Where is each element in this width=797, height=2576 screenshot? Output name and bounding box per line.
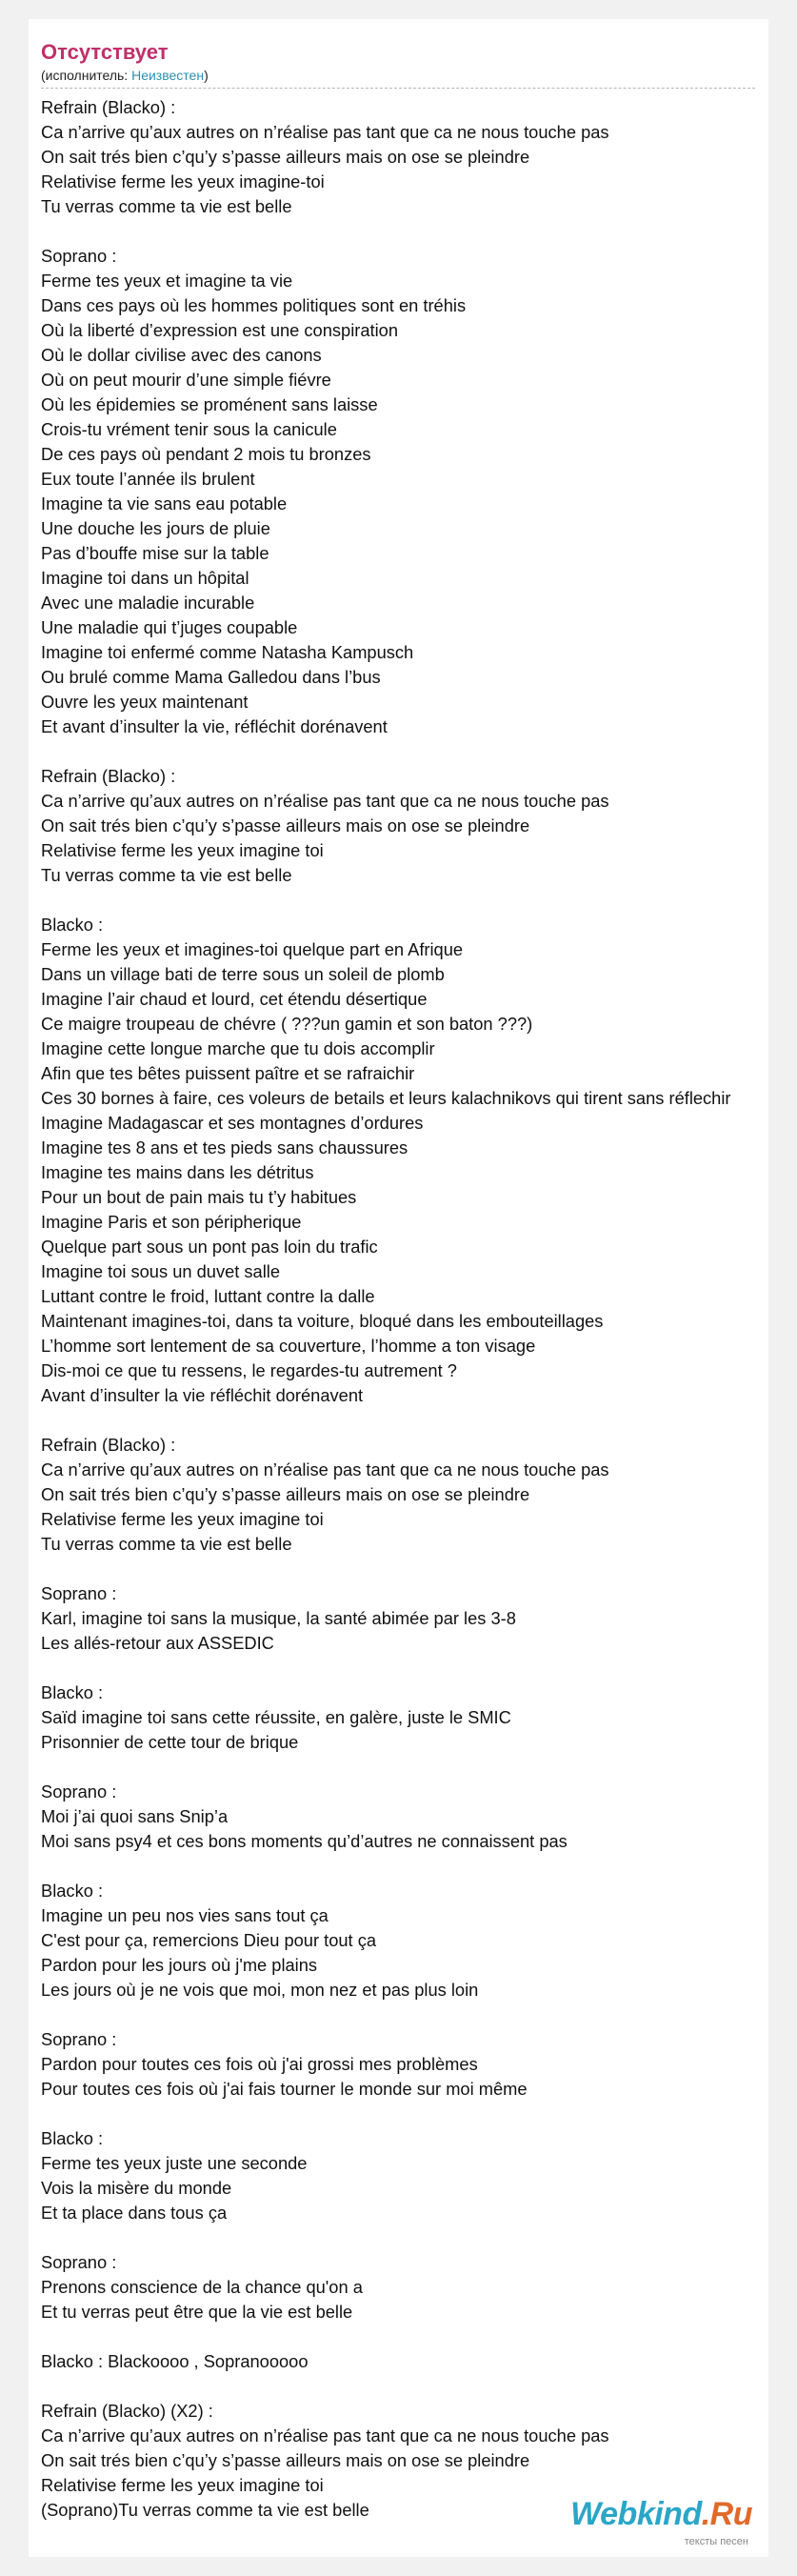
lyric-line: Imagine l’air chaud et lourd, cet étendu désertique: [41, 989, 428, 1009]
lyric-line: Ca n’arrive qu’aux autres on n’réalise pas tant que ca ne nous touche pas: [41, 122, 609, 142]
lyric-line: Tu verras comme ta vie est belle: [41, 196, 292, 216]
lyric-line: Et avant d’insulter la vie, réfléchit dorénavent: [41, 716, 388, 736]
lyric-line: Refrain (Blacko) :: [41, 97, 176, 117]
artist-link[interactable]: Неизвестен: [131, 68, 205, 83]
lyric-line: Imagine tes 8 ans et tes pieds sans chaussures: [41, 1137, 408, 1157]
logo-tagline: тексты песен: [684, 2536, 748, 2547]
lyrics-stanza: [41, 1433, 768, 1557]
artist-suffix: ): [204, 68, 209, 83]
lyric-line: Dans ces pays où les hommes politiques sont en tréhis: [41, 295, 467, 315]
lyric-line: Moi sans psy4 et ces bons moments qu’d’autres ne connaissent pas: [41, 1831, 568, 1851]
logo-wordmark: [570, 2496, 752, 2533]
lyric-line: Eux toute l’année ils brulent: [41, 469, 255, 489]
lyric-line: Imagine ta vie sans eau potable: [41, 493, 288, 513]
lyric-line: Et tu verras peut être que la vie est belle: [41, 2302, 353, 2322]
lyrics-stanza: [41, 913, 768, 1408]
lyrics-stanza: [41, 2126, 768, 2225]
lyric-line: Où les épidemies se proménent sans laisse: [41, 394, 378, 414]
lyric-line: Pardon pour toutes ces fois où j'ai grossi mes problèmes: [41, 2054, 478, 2074]
lyric-line: Karl, imagine toi sans la musique, la santé abimée par les 3-8: [41, 1608, 516, 1628]
webkind-logo[interactable]: [562, 2496, 752, 2553]
lyric-line: Blacko :: [41, 1881, 104, 1901]
lyric-line: Pour un bout de pain mais tu t’y habitues: [41, 1187, 357, 1207]
lyric-line: Pas d’bouffe mise sur la table: [41, 543, 269, 563]
lyrics-stanza: [41, 2349, 768, 2374]
lyric-line: Pour toutes ces fois où j'ai fais tourner le monde sur moi même: [41, 2079, 528, 2099]
lyric-line: Quelque part sous un pont pas loin du trafic: [41, 1237, 378, 1257]
lyric-line: Prisonnier de cette tour de brique: [41, 1732, 299, 1752]
lyric-line: Imagine Paris et son péripherique: [41, 1212, 302, 1232]
lyric-line: Refrain (Blacko) :: [41, 766, 176, 786]
lyric-line: Blacko : Blackoooo , Sopranooooo: [41, 2351, 309, 2371]
lyric-line: Blacko :: [41, 1682, 104, 1702]
lyrics-page: [29, 19, 768, 2557]
lyric-line: Les jours où je ne vois que moi, mon nez et pas plus loin: [41, 1980, 479, 2000]
lyric-line: Relativise ferme les yeux imagine toi: [41, 840, 324, 860]
song-header: [41, 40, 755, 84]
lyrics-stanza: [41, 764, 768, 888]
lyric-line: De ces pays où pendant 2 mois tu bronzes: [41, 444, 371, 464]
lyric-line: Tu verras comme ta vie est belle: [41, 1534, 292, 1554]
lyric-line: C'est pour ça, remercions Dieu pour tout ça: [41, 1930, 377, 1950]
lyric-line: Afin que tes bêtes puissent paître et se rafraichir: [41, 1063, 415, 1083]
lyrics-stanza: [41, 95, 768, 219]
lyric-line: Et ta place dans tous ça: [41, 2203, 228, 2223]
lyric-line: Ou brulé comme Mama Galledou dans l’bus: [41, 667, 381, 687]
lyrics-stanza: [41, 1680, 768, 1755]
lyric-line: Soprano :: [41, 2252, 117, 2272]
lyric-line: Pardon pour les jours où j'me plains: [41, 1955, 318, 1975]
lyric-line: On sait trés bien c’qu’y s’passe ailleurs mais on ose se pleindre: [41, 147, 530, 167]
logo-tld: .Ru: [701, 2496, 752, 2532]
lyric-line: Soprano :: [41, 246, 117, 266]
lyric-line: Crois-tu vrément tenir sous la canicule: [41, 419, 337, 439]
lyric-line: Relativise ferme les yeux imagine toi: [41, 1509, 324, 1529]
song-title: Отсутствует: [41, 40, 169, 64]
lyric-line: Imagine toi enfermé comme Natasha Kampusch: [41, 642, 414, 662]
lyric-line: Moi j’ai quoi sans Snip’a: [41, 1806, 229, 1826]
lyric-line: Imagine un peu nos vies sans tout ça: [41, 1905, 329, 1925]
lyric-line: Ces 30 bornes à faire, ces voleurs de betails et leurs kalachnikovs qui tirent sans réflechir: [41, 1088, 731, 1108]
lyric-line: Imagine Madagascar et ses montagnes d’ordures: [41, 1113, 424, 1133]
lyric-line: Tu verras comme ta vie est belle: [41, 865, 292, 885]
lyric-line: Blacko :: [41, 2128, 104, 2148]
lyric-line: Une douche les jours de pluie: [41, 518, 270, 538]
lyric-line: Blacko :: [41, 915, 104, 935]
lyric-line: Imagine tes mains dans les détritus: [41, 1162, 314, 1182]
lyric-line: Maintenant imagines-toi, dans ta voiture, bloqué dans les embouteillages: [41, 1311, 604, 1331]
lyric-line: Dis-moi ce que tu ressens, le regardes-tu autrement ?: [41, 1360, 457, 1380]
lyric-line: Soprano :: [41, 1781, 117, 1801]
lyric-line: Ca n’arrive qu’aux autres on n’réalise pas tant que ca ne nous touche pas: [41, 2425, 609, 2445]
lyric-line: Luttant contre le froid, luttant contre la dalle: [41, 1286, 375, 1306]
lyric-line: Où le dollar civilise avec des canons: [41, 345, 322, 365]
lyric-line: Soprano :: [41, 2029, 117, 2049]
lyric-line: Refrain (Blacko) (X2) :: [41, 2401, 213, 2421]
artist-prefix: (исполнитель:: [41, 68, 132, 83]
lyric-line: Imagine toi dans un hôpital: [41, 568, 249, 588]
lyric-line: Ferme tes yeux juste une seconde: [41, 2153, 308, 2173]
lyric-line: Une maladie qui t’juges coupable: [41, 617, 298, 637]
lyric-line: Où la liberté d’expression est une conspiration: [41, 320, 398, 340]
lyrics-stanza: [41, 244, 768, 739]
lyric-line: Ferme les yeux et imagines-toi quelque part en Afrique: [41, 939, 464, 959]
lyric-line: On sait trés bien c’qu’y s’passe ailleurs mais on ose se pleindre: [41, 815, 530, 835]
lyric-line: Les allés-retour aux ASSEDIC: [41, 1633, 274, 1653]
lyric-line: Dans un village bati de terre sous un soleil de plomb: [41, 964, 445, 984]
lyric-line: Relativise ferme les yeux imagine-toi: [41, 171, 325, 191]
lyrics-stanza: [41, 1581, 768, 1656]
header-divider: [41, 88, 755, 89]
lyric-line: (Soprano)Tu verras comme ta vie est belle: [41, 2500, 369, 2520]
lyric-line: Avec une maladie incurable: [41, 593, 255, 613]
lyric-line: Imagine cette longue marche que tu dois accomplir: [41, 1038, 435, 1058]
lyrics-text: [41, 95, 768, 2547]
lyric-line: Refrain (Blacko) :: [41, 1435, 176, 1455]
lyric-line: Soprano :: [41, 1583, 117, 1603]
lyric-line: Imagine toi sous un duvet salle: [41, 1261, 281, 1281]
lyric-line: Où on peut mourir d’une simple fiévre: [41, 370, 331, 390]
lyric-line: Prenons conscience de la chance qu'on a: [41, 2277, 363, 2297]
lyric-line: On sait trés bien c’qu’y s’passe ailleurs mais on ose se pleindre: [41, 1484, 530, 1504]
lyrics-stanza: [41, 2250, 768, 2324]
lyrics-stanza: [41, 1780, 768, 1854]
lyric-line: Ca n’arrive qu’aux autres on n’réalise pas tant que ca ne nous touche pas: [41, 1459, 609, 1479]
lyric-line: Saïd imagine toi sans cette réussite, en galère, juste le SMIC: [41, 1707, 511, 1727]
logo-name: Webkind: [570, 2496, 702, 2532]
lyrics-stanza: [41, 2027, 768, 2102]
lyric-line: L’homme sort lentement de sa couverture, l’homme a ton visage: [41, 1336, 536, 1356]
lyric-line: Relativise ferme les yeux imagine toi: [41, 2475, 324, 2495]
lyric-line: Ca n’arrive qu’aux autres on n’réalise pas tant que ca ne nous touche pas: [41, 791, 609, 811]
lyrics-stanza: [41, 1879, 768, 2002]
lyric-line: On sait trés bien c’qu’y s’passe ailleurs mais on ose se pleindre: [41, 2450, 530, 2470]
lyric-line: Ouvre les yeux maintenant: [41, 692, 249, 712]
lyric-line: Avant d’insulter la vie réfléchit dorénavent: [41, 1385, 364, 1405]
artist-line: [41, 67, 755, 84]
lyric-line: Vois la misère du monde: [41, 2178, 232, 2198]
lyric-line: Ce maigre troupeau de chévre ( ???un gamin et son baton ???): [41, 1014, 533, 1034]
lyric-line: Ferme tes yeux et imagine ta vie: [41, 271, 293, 291]
